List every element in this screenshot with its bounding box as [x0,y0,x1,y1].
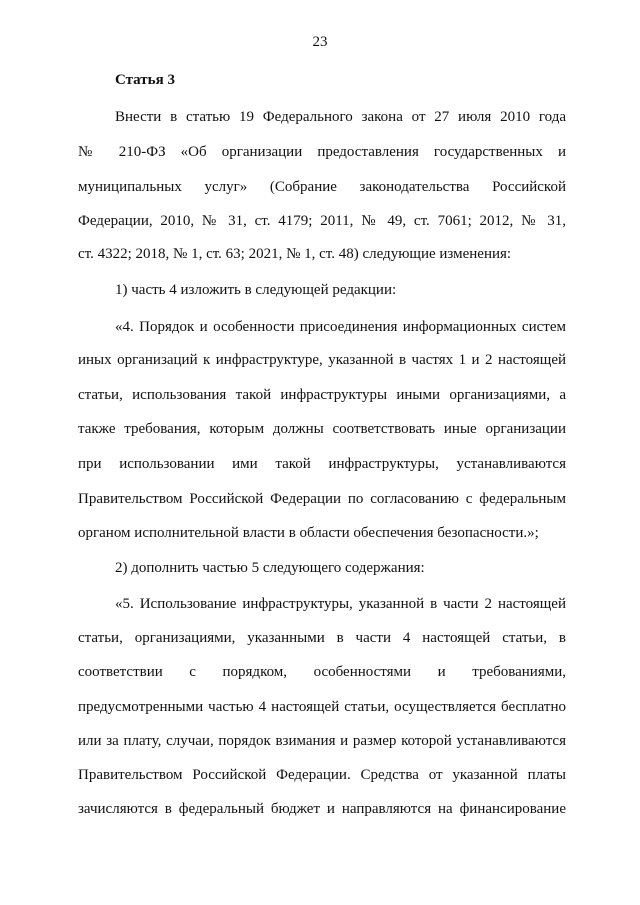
text-line: иных организаций к инфраструктуре, указанной в частях 1 и 2 настоящей [78,352,566,368]
text-line: соответствии с порядком, особенностями и требованиями, [78,664,566,680]
text-line: «5. Использование инфраструктуры, указанной в части 2 настоящей [115,596,566,612]
text-line: Правительством Российской Федерации по согласованию с федеральным [78,491,566,507]
text-line: «4. Порядок и особенности присоединения информационных систем [115,319,566,335]
list-item: 1) часть 4 изложить в следующей редакции: [115,282,397,298]
text-line: зачисляются в федеральный бюджет и направляются на финансирование [78,801,566,817]
text-line: при использовании ими такой инфраструктуры, устанавливаются [78,456,566,472]
text-line: Федерации, 2010, № 31, ст. 4179; 2011, № 49, ст. 7061; 2012, № 31, [78,213,566,229]
text-line: статьи, организациями, указанными в части 4 настоящей статьи, в [78,630,566,646]
text-line: муниципальных услуг» (Собрание законодательства Российской [78,179,566,195]
text-line: ст. 4322; 2018, № 1, ст. 63; 2021, № 1, ст. 48) следующие изменения: [78,246,512,262]
text-line: органом исполнительной власти в области обеспечения безопасности.»; [78,525,539,541]
text-line: статьи, использования такой инфраструктуры иными организациями, а [78,387,566,403]
page-number: 23 [312,34,328,50]
text-line: № 210-ФЗ «Об организации предоставления государственных и [78,144,566,160]
text-line: Правительством Российской Федерации. Средства от указанной платы [78,767,566,783]
text-line: предусмотренными частью 4 настоящей статьи, осуществляется бесплатно [78,699,566,715]
article-title: Статья 3 [115,72,175,88]
text-line: также требования, которым должны соответствовать иные организации [78,421,566,437]
list-item: 2) дополнить частью 5 следующего содержания: [115,560,425,576]
text-line: или за плату, случаи, порядок взимания и размер которой устанавливаются [78,733,566,749]
text-line: Внести в статью 19 Федерального закона от 27 июля 2010 года [115,109,566,125]
